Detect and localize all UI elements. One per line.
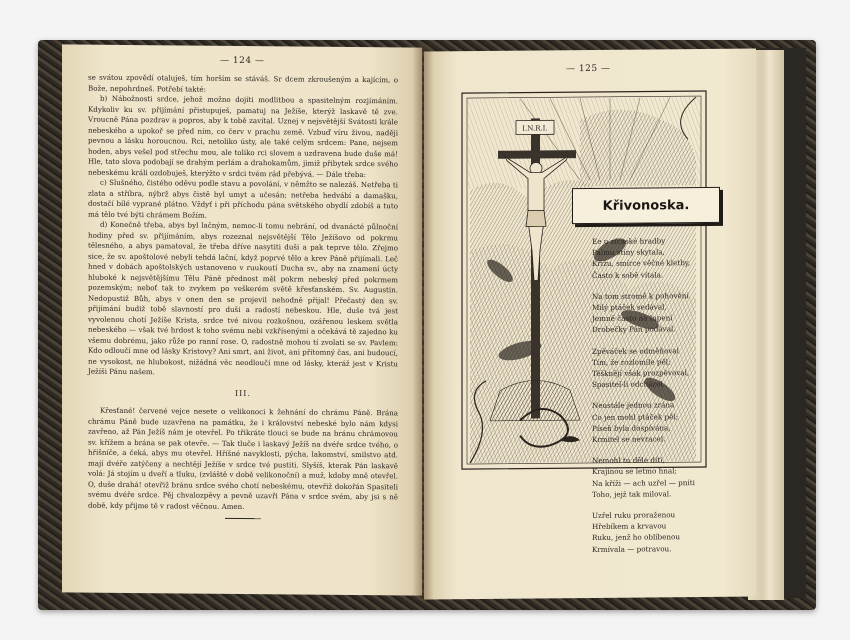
stanza bbox=[592, 289, 742, 335]
verse-line: Hřebíkem a krvavou bbox=[592, 521, 667, 532]
verse-line: Krajinou se letmo hnal; bbox=[592, 466, 677, 477]
verse-line: Krmívala — potravou. bbox=[592, 543, 672, 554]
end-rule bbox=[225, 518, 261, 519]
verse-line: Tím, že rozlomile pěl; bbox=[592, 357, 671, 367]
verse-line: Milý ptáček sedával, bbox=[592, 302, 667, 312]
verse-line: Ruku, jenž ho oblíbenou bbox=[592, 532, 680, 543]
page-number-left: — 124 — bbox=[220, 55, 265, 67]
left-page-text bbox=[88, 73, 398, 521]
verse-line: Drobečky Pán podával. bbox=[592, 324, 676, 335]
stanza bbox=[592, 454, 742, 500]
verse-line: Zpěváček se odměňoval bbox=[592, 345, 679, 356]
page-number-right: — 125 — bbox=[566, 63, 611, 75]
verse-line: Křižu, smírce věčné kletby, bbox=[592, 258, 691, 269]
verse-line: Na kříži — ach uzřel — pníti bbox=[592, 477, 695, 488]
verse-line: Co jen mohl ptáček pěl; bbox=[592, 411, 679, 422]
cross-inscription: I.N.R.I. bbox=[522, 124, 548, 133]
stanza bbox=[592, 399, 742, 445]
verse-line: Uzřel ruku proraženou bbox=[592, 510, 676, 521]
left-page bbox=[62, 44, 422, 595]
verse-line: Jemně často na lupení bbox=[592, 313, 673, 324]
section-heading: III. bbox=[234, 388, 252, 398]
verse-line: Toho, jejž tak miloval. bbox=[592, 489, 672, 499]
verse-line: Na tom stromě k pohovění bbox=[592, 290, 689, 301]
poem-title: Křivonoska. bbox=[572, 187, 720, 224]
paragraph: c) Slušného, čistého oděvu podle stavu a povolání, v němžto se nalezáš. Netřeba ti zlata a stříbra, nýbrž abys čistě byl umyt a učesán; netřeba hedvábí a damašku, dostačí bílé vyprané plátno. Vždyť i při příchodu pána světského obydlí zdobíš a tuto má tělo tvé býti chrámem Božím. bbox=[88, 177, 398, 220]
paragraph: d) Konečně třeba, abys byl lačným, nemoc-li tomu nebrání, od dvanácté půlnoční hodiny před sv. přijímáním, abys rozeznal nejsvětější Tělo Ježíšovo od pokrmu tělesného, a abys pamatoval, že třeba dříve nasytiti duši a pak teprve tělo. Zřejmo sice, že sv. apoštolové nebyli tehdá lační, když poprvé tělo a krev Páně přijímali. Leč hned v dobách apoštolských ustanoveno v ruukoutí Ducha sv., aby na znamení úcty hluboké k nejsvětějšímu Tělu Páně přednost měl pokrm nebeský před pokrmem pozemským; neboť tak to zvykem po veškerém světě křesťanském. Sv. Augustin. Nedopustiž Bůh, abys v onen den se projevil nehodně přijal! Přečastý den sv. přijímání budiž tobě slavností pro duši a radostí nebeskou. Hle, duše tvá jest vyvolenou chotí Ježíše Krista, srdce tvé nivou rozkošnou, ozářenou leskem světla nebeského — však tvé hrdost k toho svému nebi vzkřísenými a očekává tě zajedno ku všemu dobrému, jako růže po ranní rose. O, radostně mohou tí zvolati se sv. Pavlem: Kdo odloučí mne od lásky Kristovy? Ani smrt, ani život, ani přítomný čas, ani budoucí, ne vysokost, ne hlubokost, nižádná věc neodloučí mne od lásky, kteráž jest v Kristu Ježíši Pánu našem. bbox=[88, 219, 398, 377]
stanza bbox=[592, 235, 742, 281]
paragraph: se svátou zpovědí otaluješ, tím horším se stáváš. Sr dcem zkroušeným a kajícím, o Bože, nepohrdneš. Potřebí takté: bbox=[88, 72, 398, 94]
verse-line: Píseň byla dospívána, bbox=[592, 423, 671, 433]
stanza bbox=[592, 509, 742, 555]
verse-line: Často k sobě vítala. bbox=[592, 269, 664, 280]
verse-line: Neustále jednou zrána bbox=[592, 400, 675, 411]
paragraph: b) Nábožnosti srdce, jehož možno dojíti modlitbou a spasitelným rozjímáním. Kdykoliv ku sv. přijímání přistupuješ, pamatuj na Ježíše, kterýž laskavě tě zve. Vroucně Pána pozdrav a popros, aby k tobě zavítal. Uznej v nejsvětější Svátosti krále nebeského a upokoř se před ním, co červ v prachu země. Vzbuď víru živou, naději pevnou a lásku horoucnou. Rci, netoliko ústy, ale také celým srdcem: Pane, nejsem hoden, abys vešel pod střechu mou, ale toliko rci slovem a uzdravena bude duše má! Hle, tato slova podobají se drahým perlám a drahokamům, jimiž přibytek srdce svého nebeskému králi ozdobuješ, kterýžto v srdci tvém rád přebývá. — Dále třeba: bbox=[88, 93, 398, 179]
verse-line: Těšknějí však prozpěvoval, bbox=[592, 368, 690, 379]
verse-line: Krmitel se nevracel. bbox=[592, 434, 666, 445]
verse-line: Nemohl tu děle díti, bbox=[592, 455, 665, 466]
verse-line: Spasitel-li odcházel. bbox=[592, 379, 666, 390]
stanza bbox=[592, 344, 742, 390]
verse-line: Ee u zícaské hradby bbox=[592, 236, 666, 246]
verse-line: Palmu stíny skytala, bbox=[592, 247, 665, 258]
book-gutter bbox=[412, 44, 434, 600]
poem bbox=[592, 235, 742, 565]
paragraph: Křesťané! červené vejce nesete o velikonoci k žehnání do chrámu Páně. Brána chrámu Páně bude uzavřena na památku, že i království nebeské bylo nám kdysi zavřeno, až Pán Ježíš nám je otevřel. Po třikráte tlouci se bude na bránu chrámovou sv. křížem a brána se pak otevře. — Tak tluče i laskavý Ježíš na dvéře srdce tvého, o hříšníče, a čeká, abys mu otevřel. Hříšné navyklosti, pýcha, lakomství, smilstvo atd. mají dvéře zatýčeny a nechtějí Ježíše v srdce tvé pustiti. Slyšíš, kterak Pán laskavě volá: Já stojím u dveří a tluku, (zvláště v době velikonoční) a muž, kdoby mně otevřel. O, duše drahá! otevřiž bránu srdce svého chotí nebeskému, otevřiž dokořán Spasiteli svému dvéře srdce. Pěj chvalozpěvy a pevně uzavři Pána v srdce svém, aby jsi s ně době, kdy přijme tě v radost věčnou. Amen. bbox=[88, 405, 398, 511]
right-page bbox=[424, 49, 756, 600]
